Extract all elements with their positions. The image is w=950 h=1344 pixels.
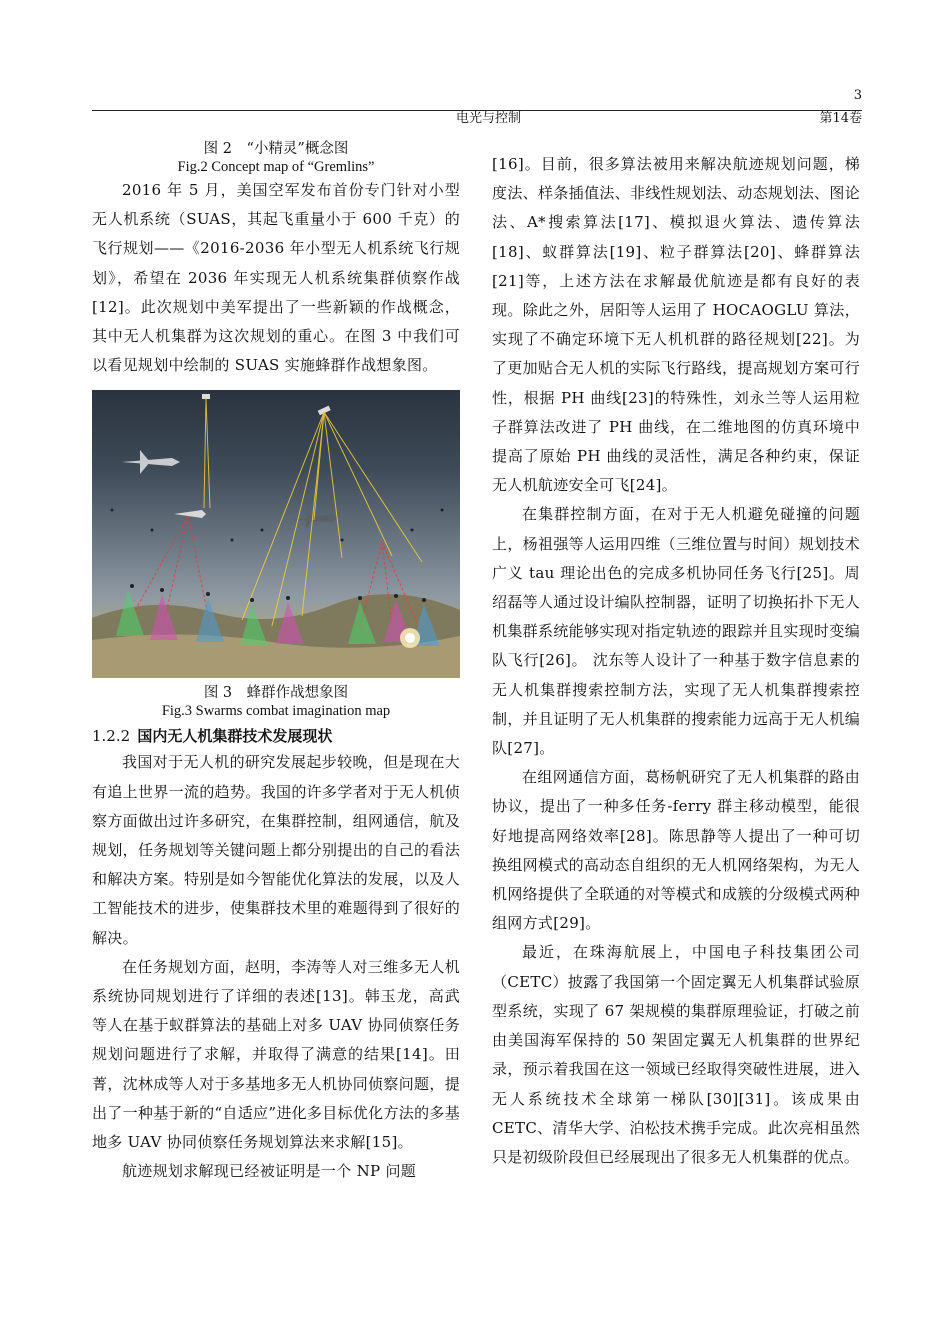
- figure2-caption-en: Fig.2 Concept map of “Gremlins”: [177, 159, 375, 175]
- left-paragraph-1: 2016 年 5 月，美国空军发布首份专门针对小型无人机系统（SUAS，其起飞重量小于 600 千克）的飞行规划——《2016-2036 年小型无人机系统飞行规划》，希望在 2036 年实现无人机系统集群侦察作战[12]。此次规划中美军提出了一些新颖的作战概念，其中无人机集群为这次规划的重心。在图 3 中我们可以看见规划中绘制的 SUAS 实施蜂群作战想象图。: [92, 181, 460, 375]
- right-paragraph-1: [16]。目前，很多算法被用来解决航迹规划问题，梯度法、样条插值法、非线性规划法、动态规划法、图论法、A*搜索算法[17]、模拟退火算法、遗传算法[18]、蚁群算法[19]、粒子群算法[20]、蜂群算法[21]等，上述方法在求解最优航迹是都有良好的表现。除此之外，居阳等人运用了 HOCAOGLU 算法，实现了不确定环境下无人机机群的路径规划[22]。为了更加贴合无人机的实际飞行路线，提高规划方案可行性，根据 PH 曲线[23]的特殊性，刘永兰等人运用粒子群算法改进了 PH 曲线，在二维地图的仿真环境中提高了原始 PH 曲线的灵活性，满足各种约束，保证无人机航迹安全可飞[24]。: [492, 155, 860, 495]
- section-heading: [92, 724, 460, 748]
- figure3-caption-en: Fig.3 Swarms combat imagination map: [161, 703, 391, 720]
- right-paragraph-3: 在组网通信方面，葛杨帆研究了无人机集群的路由协议，提出了一种多任务-ferry 群主移动模型，能很好地提高网络效率[28]。陈思静等人提出了一种可切换组网模式的高动态自组织的无人机网络架构，为无人机网络提供了全联通的对等模式和成簇的分级模式两种组网方式[29]。: [492, 768, 860, 933]
- left-paragraph-2: 我国对于无人机的研究发展起步较晚，但是现在大有追上世界一流的趋势。我国的许多学者对于无人机侦察方面做出过许多研究，在集群控制，组网通信，航及规划，任务规划等关键问题上都分别提出的自己的看法和解决方案。特别是如今智能优化算法的发展，以及人工智能技术的进步，使集群技术里的难题得到了很好的解决。: [92, 753, 460, 947]
- right-paragraph-2: 在集群控制方面，在对于无人机避免碰撞的问题上，杨祖强等人运用四维（三维位置与时间）规划技术广义 tau 理论出色的完成多机协同任务飞行[25]。周绍磊等人通过设计编队控制器，证明了切换拓扑下无人机集群系统能够实现对指定轨迹的跟踪并且实现时变编队飞行[26]。 沈东等人设计了一种基于数字信息素的无人机集群搜索控制方法，实现了无人机集群搜索控制，并且证明了无人机集群的搜索能力远高于无人机编队[27]。: [492, 505, 860, 758]
- header-rule: [92, 110, 862, 111]
- section-number: 1.2.2: [92, 727, 131, 746]
- swarm-illustration: [92, 390, 460, 678]
- left-paragraph-3: 在任务规划方面，赵明，李涛等人对三维多无人机系统协同规划进行了详细的表述[13]。韩玉龙，高武等人在基于蚁群算法的基础上对多 UAV 协同侦察任务规划问题进行了求解，并取得了满意的结果[14]。田菁，沈林成等人对于多基地多无人机协同侦察问题，提出了一种基于新的“自适应”进化多目标优化方法的多基地多 UAV 协同侦察任务规划算法来求解[15]。: [92, 957, 460, 1152]
- figure2-caption-cn: 图 2 “小精灵”概念图: [203, 141, 349, 157]
- right-column: [492, 150, 860, 1172]
- right-paragraph-4: 最近，在珠海航展上，中国电子科技集团公司（CETC）披露了我国第一个固定翼无人机集群试验原型系统，实现了 67 架规模的集群原理验证，打破之前由美国海军保持的 50 架固定翼无人机集群的世界纪录，预示着我国在这一领域已经取得突破性进展，进入无人系统技术全球第一梯队[30][31]。该成果由 CETC、清华大学、泊松技术携手完成。此次亮相虽然只是初级阶段但已经展现出了很多无人机集群的优点。: [492, 943, 860, 1166]
- page-number: 3: [853, 88, 862, 103]
- left-paragraph-4: 航迹规划求解现已经被证明是一个 NP 问题: [122, 1162, 417, 1181]
- section-title: 国内无人机集群技术发展现状: [137, 727, 333, 746]
- swarm-combat-figure: [92, 390, 460, 678]
- journal-title: 电光与控制: [456, 111, 522, 126]
- volume-label: 第14卷: [819, 111, 862, 126]
- left-column: [92, 140, 460, 1186]
- figure3-caption-cn: 图 3 蜂群作战想象图: [203, 685, 349, 702]
